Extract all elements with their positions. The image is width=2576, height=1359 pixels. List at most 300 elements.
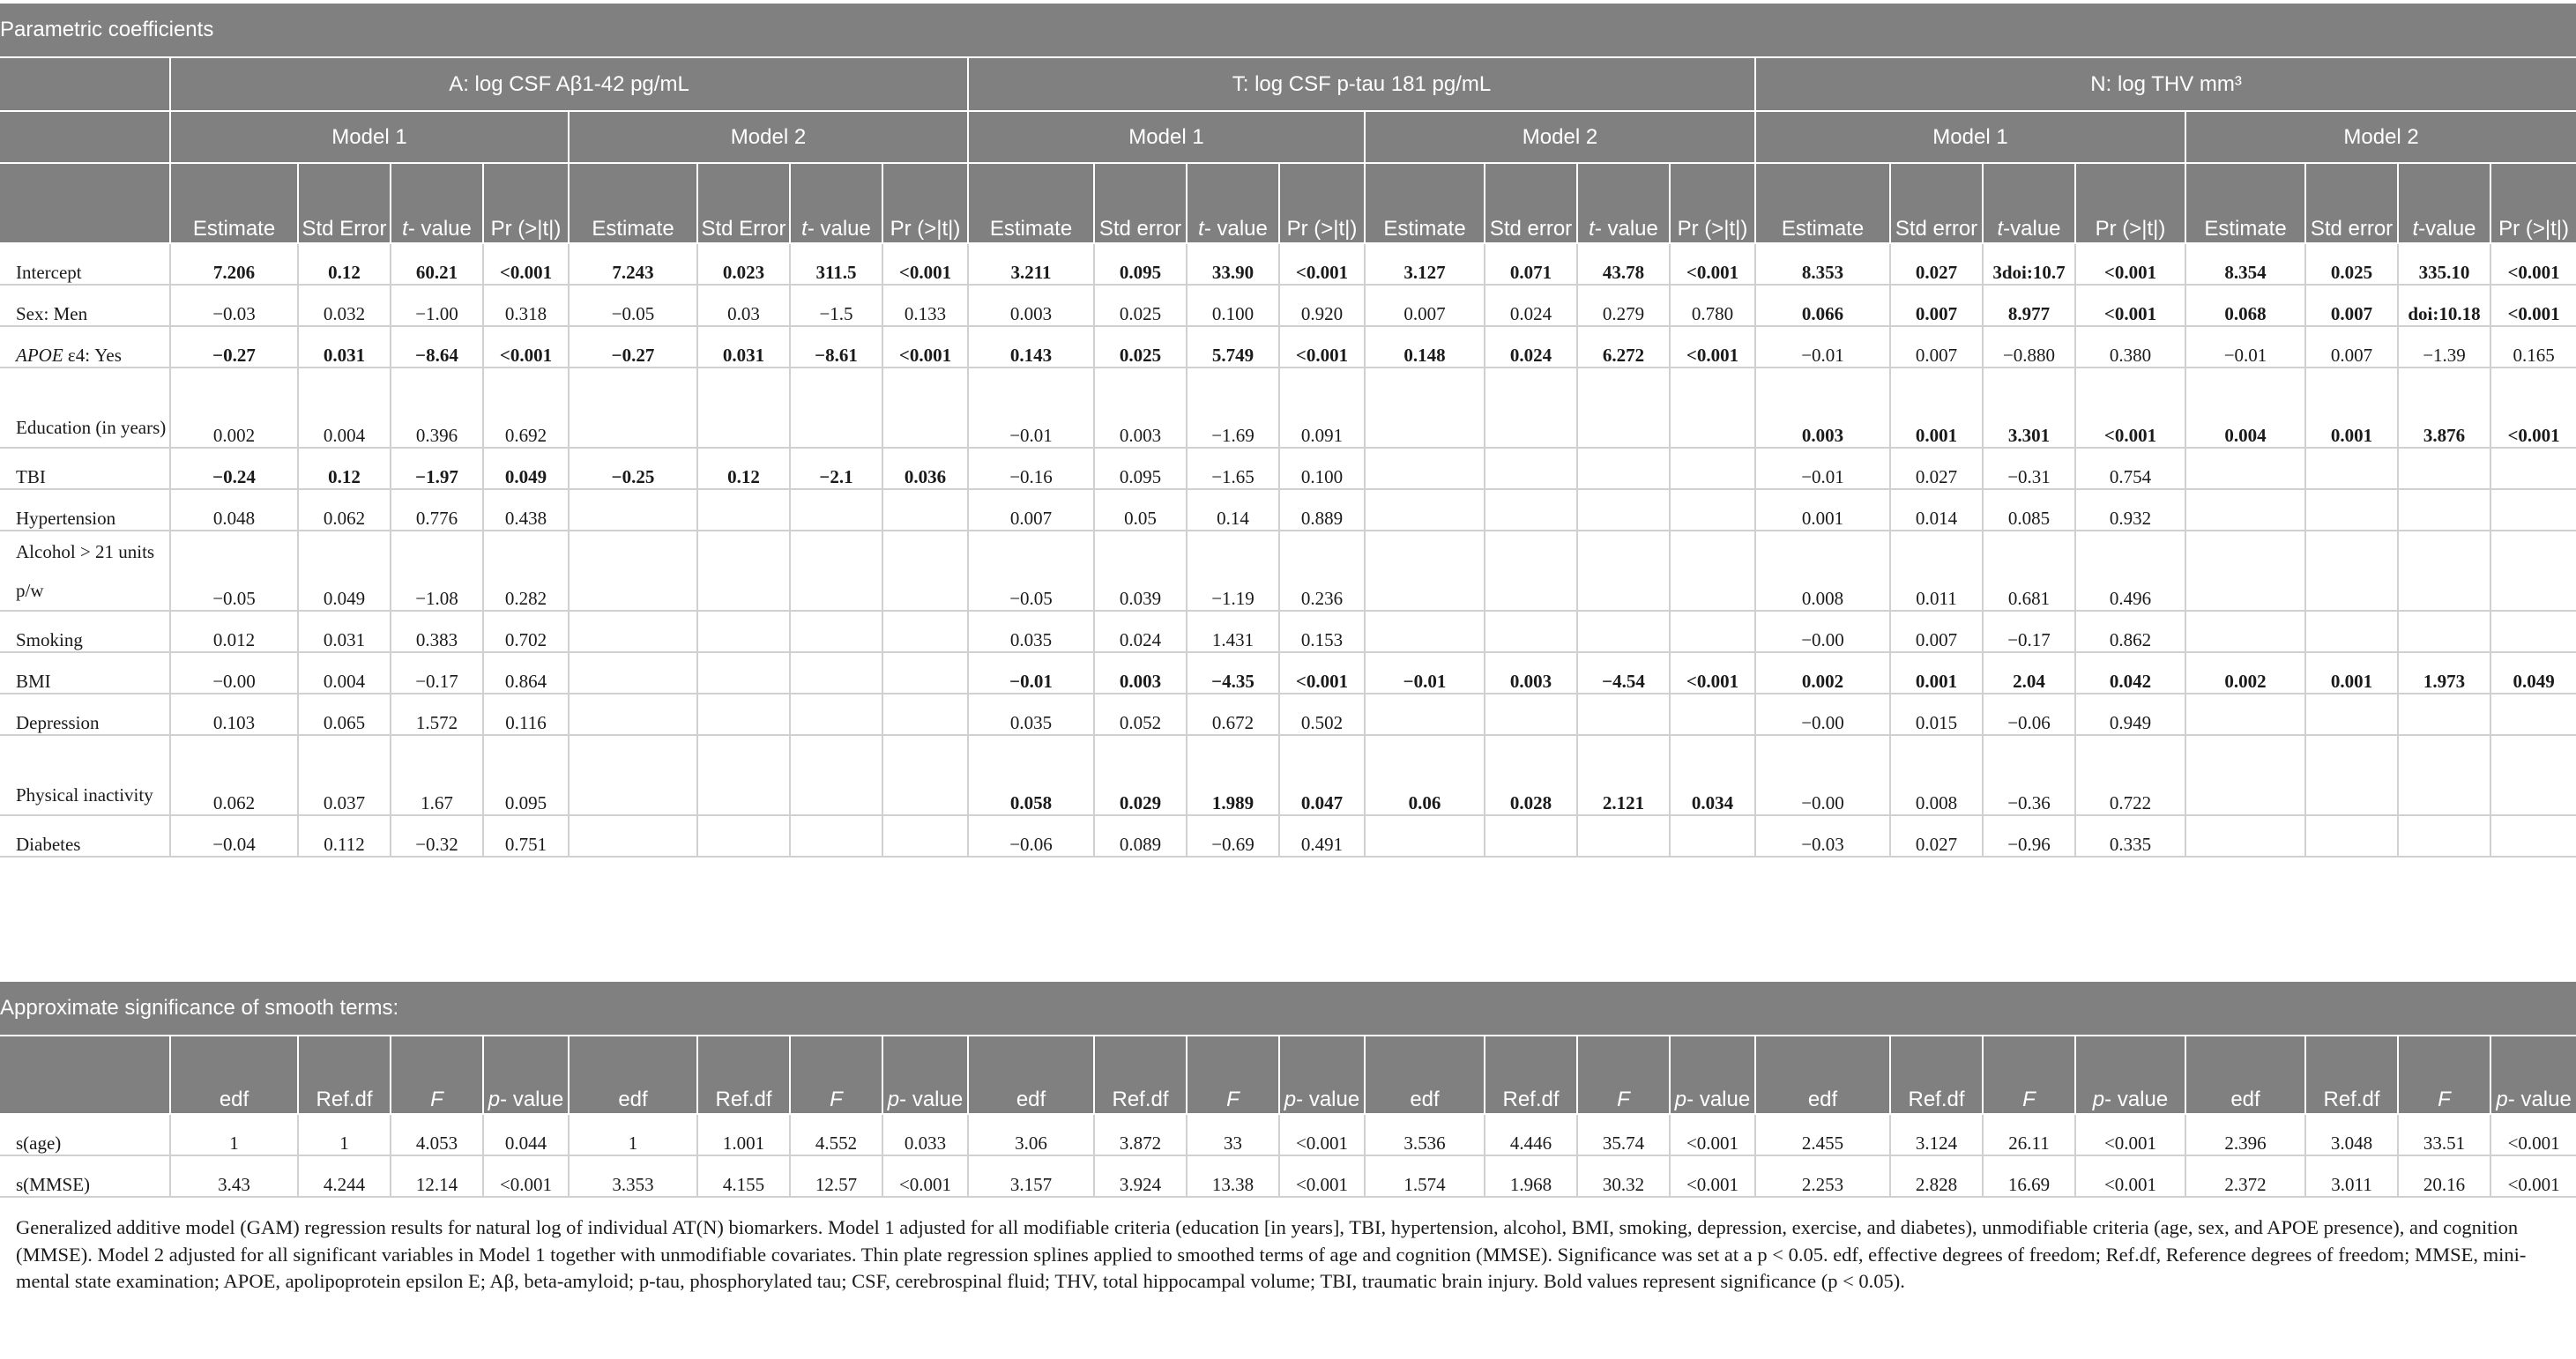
table-cell [882,368,968,448]
table-cell: 0.089 [1094,815,1187,857]
col-header-t-italic: t [1589,217,1595,241]
table-cell [1577,815,1670,857]
table-cell: 0.03 [697,285,790,326]
table-cell: 1 [569,1114,697,1155]
table-cell: −0.17 [391,652,483,694]
table-cell: 0.002 [1755,652,1890,694]
table-cell: <0.001 [2490,368,2576,448]
col-header-t-value [1187,163,1279,243]
table-cell: 0.14 [1187,489,1279,531]
table-cell: −0.32 [391,815,483,857]
col-header-estimate: Estimate [1365,163,1485,243]
col-header-edf: edf [968,1036,1094,1114]
model-header: Model 1 [1755,111,2185,163]
table-cell [697,694,790,735]
model-header: Model 1 [968,111,1365,163]
table-cell: −0.36 [1983,735,2075,815]
table-row [0,1114,2576,1155]
col-header-p-suffix: - value [2507,1088,2572,1111]
col-header-p-suffix: - value [1686,1088,1751,1111]
col-header-pr: Pr (>|t|) [483,163,569,243]
table-cell: 0.044 [483,1114,569,1155]
table-footnote: Generalized additive model (GAM) regression results for natural log of individual AT(N) biomarkers. Model 1 adjusted for all modifiable criteria (education [in years], TBI, hypertension, alcohol, BMI, smoking, depression, exercise, and diabetes), unmodifiable criteria (age, sex, and APOE presence), and cognition (MMSE). Model 2 adjusted for all significant variables in Model 1 together with unmodifiable covariates. Thin plate regression splines applied to smoothed terms of age and cognition (MMSE). Significance was set at a p < 0.05. edf, effective degrees of freedom; Ref.df, Reference degrees of freedom; MMSE, mini-mental state examination; APOE, apolipoprotein epsilon E; Aβ, beta-amyloid; p-tau, phosphorylated tau; CSF, cerebrospinal fluid; THV, total hippocampal volume; TBI, traumatic brain injury. Bold values represent significance (p < 0.05). [16,1216,2527,1292]
table-row [0,1155,2576,1197]
table-cell [1670,611,1755,652]
table-cell: 2.253 [1755,1155,1890,1197]
col-header-estimate: Estimate [1755,163,1890,243]
table-cell: 0.003 [968,285,1094,326]
row-label: Smoking [0,611,170,652]
table-cell: 26.11 [1983,1114,2075,1155]
column-header-row [0,163,2576,243]
table-cell [2185,611,2305,652]
table-cell: 0.282 [483,531,569,611]
col-header-p-value [2075,1036,2185,1114]
table-cell: 0.008 [1890,735,1983,815]
col-header-edf: edf [569,1036,697,1114]
table-cell: 0.025 [2305,243,2398,285]
table-cell [1485,489,1577,531]
table-cell [2398,489,2490,531]
table-cell: 33.90 [1187,243,1279,285]
table-row [0,489,2576,531]
table-cell [569,652,697,694]
table-cell: 0.015 [1890,694,1983,735]
table-cell: 6.272 [1577,326,1670,368]
table-cell [2185,694,2305,735]
table-cell: 0.103 [170,694,298,735]
row-label: Education (in years) [0,368,170,448]
col-header-t-value [790,163,882,243]
col-header-p-suffix: - value [2104,1088,2169,1111]
col-header-p-suffix: - value [1296,1088,1360,1111]
table-cell: <0.001 [1670,243,1755,285]
table-cell [1577,531,1670,611]
col-header-t-suffix: - value [1594,217,1658,241]
table-cell: −0.03 [170,285,298,326]
table-cell: 0.039 [1094,531,1187,611]
table-cell [2185,735,2305,815]
header-blank [0,1036,170,1114]
table-cell: 4.155 [697,1155,790,1197]
header-blank [0,111,170,163]
table-cell: 0.007 [1365,285,1485,326]
table-cell [1670,694,1755,735]
table-cell [790,531,882,611]
table-cell: 0.012 [170,611,298,652]
table-cell: 0.133 [882,285,968,326]
table-cell: 0.383 [391,611,483,652]
table-cell: doi:10.18 [2398,285,2490,326]
table-cell [697,611,790,652]
table-cell: <0.001 [882,1155,968,1197]
model-header: Model 1 [170,111,569,163]
row-label: Intercept [0,243,170,285]
table-cell [882,652,968,694]
col-header-edf: edf [1755,1036,1890,1114]
col-header-t-value [2398,163,2490,243]
col-header-t-italic: t [402,217,408,241]
table-cell: 60.21 [391,243,483,285]
col-header-p-italic: p [1284,1088,1297,1111]
table-cell: 3.011 [2305,1155,2398,1197]
table-cell: <0.001 [1670,1155,1755,1197]
table-cell: 0.047 [1279,735,1365,815]
table-cell: −0.31 [1983,448,2075,489]
table-cell: 3.353 [569,1155,697,1197]
table-cell [2490,694,2576,735]
table-cell: 0.12 [298,243,391,285]
table-cell: 0.780 [1670,285,1755,326]
table-cell: 3.924 [1094,1155,1187,1197]
row-label: BMI [0,652,170,694]
table-cell: 0.06 [1365,735,1485,815]
table-cell: 0.027 [1890,243,1983,285]
table-cell: 0.027 [1890,815,1983,857]
table-cell: 1.574 [1365,1155,1485,1197]
table-cell: 0.042 [2075,652,2185,694]
table-cell: <0.001 [1670,326,1755,368]
table-row [0,694,2576,735]
table-cell: 35.74 [1577,1114,1670,1155]
col-header-f: F [391,1036,483,1114]
table-cell: 0.003 [1094,652,1187,694]
table-cell: 0.003 [1755,368,1890,448]
col-header-edf: edf [1365,1036,1485,1114]
col-header-t-suffix: - value [407,217,472,241]
table-cell: −0.96 [1983,815,2075,857]
table-cell: 0.066 [1755,285,1890,326]
col-header-estimate: Estimate [2185,163,2305,243]
col-header-p-italic: p [2496,1088,2508,1111]
col-header-std-error: Std error [1094,163,1187,243]
col-header-p-value [1279,1036,1365,1114]
table-cell: <0.001 [2490,1114,2576,1155]
parametric-title: Parametric coefficients [0,4,2576,57]
table-cell [2305,448,2398,489]
table-cell: 0.068 [2185,285,2305,326]
table-cell [697,489,790,531]
table-cell: 0.031 [298,326,391,368]
table-cell [1365,368,1485,448]
table-cell [2490,735,2576,815]
table-cell: 1 [298,1114,391,1155]
table-cell [790,368,882,448]
table-cell [1485,694,1577,735]
table-cell: 0.496 [2075,531,2185,611]
smooth-title: Approximate significance of smooth terms: [0,982,2576,1036]
row-label-text: ε4: Yes [63,345,122,366]
table-cell: 0.071 [1485,243,1577,285]
table-cell: 0.438 [483,489,569,531]
col-header-p-italic: p [1674,1088,1687,1111]
table-cell: 0.776 [391,489,483,531]
table-cell [1670,489,1755,531]
table-cell: 0.091 [1279,368,1365,448]
table-cell: <0.001 [483,326,569,368]
col-header-t-suffix: -value [2003,217,2061,241]
table-cell: −1.97 [391,448,483,489]
table-cell: −0.01 [968,368,1094,448]
table-cell: −0.27 [170,326,298,368]
table-cell: 0.024 [1485,285,1577,326]
table-cell [1485,815,1577,857]
table-cell: 3.536 [1365,1114,1485,1155]
table-cell: 0.949 [2075,694,2185,735]
col-header-p-italic: p [887,1088,900,1111]
table-cell: 0.920 [1279,285,1365,326]
table-cell [2185,815,2305,857]
table-cell: <0.001 [2490,243,2576,285]
table-cell: <0.001 [2490,285,2576,326]
col-header-refdf: Ref.df [697,1036,790,1114]
table-cell: 13.38 [1187,1155,1279,1197]
table-cell [1365,611,1485,652]
row-label: s(MMSE) [0,1155,170,1197]
table-cell: 0.002 [170,368,298,448]
table-cell: 1.989 [1187,735,1279,815]
table-cell: 0.100 [1279,448,1365,489]
table-cell: −0.01 [2185,326,2305,368]
table-cell [882,735,968,815]
group-header-A: A: log CSF Aβ1-42 pg/mL [170,57,968,111]
table-cell: 16.69 [1983,1155,2075,1197]
table-cell [1485,611,1577,652]
table-cell: −0.04 [170,815,298,857]
table-cell: −0.69 [1187,815,1279,857]
table-cell: −0.880 [1983,326,2075,368]
col-header-p-suffix: - value [899,1088,964,1111]
table-cell: −0.17 [1983,611,2075,652]
table-cell: 3.06 [968,1114,1094,1155]
table-cell: 0.751 [483,815,569,857]
col-header-std-error: Std error [1890,163,1983,243]
table-cell: 0.033 [882,1114,968,1155]
table-cell: 8.354 [2185,243,2305,285]
col-header-t-value [1577,163,1670,243]
col-header-std-error: Std Error [298,163,391,243]
table-cell: 0.037 [298,735,391,815]
table-cell [697,368,790,448]
table-cell: 1.572 [391,694,483,735]
table-cell [2398,531,2490,611]
col-header-p-value [483,1036,569,1114]
col-header-refdf: Ref.df [1094,1036,1187,1114]
table-cell: −0.06 [968,815,1094,857]
col-header-estimate: Estimate [968,163,1094,243]
table-cell [882,611,968,652]
col-header-t-suffix: -value [2418,217,2476,241]
table-cell: 0.153 [1279,611,1365,652]
table-row [0,735,2576,815]
table-cell: 0.034 [1670,735,1755,815]
col-header-f: F [2398,1036,2490,1114]
table-cell [1670,531,1755,611]
table-cell [1670,815,1755,857]
smooth-terms-table [0,982,2576,1198]
table-cell [2398,694,2490,735]
table-cell [1485,448,1577,489]
table-cell: −0.05 [170,531,298,611]
table-cell: 0.002 [2185,652,2305,694]
table-cell: 0.007 [1890,326,1983,368]
table-cell: <0.001 [2075,285,2185,326]
col-header-t-suffix: - value [1203,217,1268,241]
table-cell: −1.69 [1187,368,1279,448]
table-row [0,815,2576,857]
table-cell: 0.001 [2305,368,2398,448]
col-header-pr: Pr (>|t|) [1279,163,1365,243]
table-cell: 3.872 [1094,1114,1187,1155]
table-cell [1577,611,1670,652]
table-cell: 1 [170,1114,298,1155]
table-cell [2490,531,2576,611]
table-cell: 2.828 [1890,1155,1983,1197]
row-label: s(age) [0,1114,170,1155]
table-cell: −0.05 [968,531,1094,611]
col-header-p-italic: p [488,1088,501,1111]
table-cell [2490,448,2576,489]
model-header-row [0,111,2576,163]
table-cell: −0.25 [569,448,697,489]
table-cell [790,735,882,815]
table-cell [2305,735,2398,815]
table-cell [2490,815,2576,857]
model-header: Model 2 [1365,111,1755,163]
table-cell [697,531,790,611]
table-cell: 3doi:10.7 [1983,243,2075,285]
table-cell: 0.143 [968,326,1094,368]
table-cell: 3.127 [1365,243,1485,285]
col-header-refdf: Ref.df [1485,1036,1577,1114]
table-cell: −0.16 [968,448,1094,489]
header-blank [0,57,170,111]
table-cell: −0.01 [968,652,1094,694]
col-header-f: F [1187,1036,1279,1114]
table-cell: <0.001 [882,243,968,285]
col-header-p-value [882,1036,968,1114]
row-label [0,326,170,368]
table-cell: −1.5 [790,285,882,326]
table-cell [569,815,697,857]
table-cell [1485,368,1577,448]
table-cell: 0.702 [483,611,569,652]
table-cell [569,694,697,735]
table-cell: 0.029 [1094,735,1187,815]
table-cell: 0.165 [2490,326,2576,368]
col-header-edf: edf [2185,1036,2305,1114]
table-cell [569,735,697,815]
table-cell: 20.16 [2398,1155,2490,1197]
table-cell: 0.05 [1094,489,1187,531]
table-cell: −0.24 [170,448,298,489]
row-label: Sex: Men [0,285,170,326]
col-header-pr: Pr (>|t|) [2075,163,2185,243]
table-cell: <0.001 [882,326,968,368]
table-cell: 0.008 [1755,531,1890,611]
row-label: Diabetes [0,815,170,857]
table-cell: 12.14 [391,1155,483,1197]
table-cell: <0.001 [1279,243,1365,285]
col-header-edf: edf [170,1036,298,1114]
table-gap [0,964,2550,982]
table-cell: 4.244 [298,1155,391,1197]
table-cell: 0.024 [1485,326,1577,368]
table-cell: <0.001 [483,1155,569,1197]
table-cell [1365,694,1485,735]
table-cell: 43.78 [1577,243,1670,285]
table-cell: 33 [1187,1114,1279,1155]
table-cell [2305,489,2398,531]
table-cell [882,489,968,531]
table-cell: 1.973 [2398,652,2490,694]
table-cell: 3.876 [2398,368,2490,448]
col-header-estimate: Estimate [170,163,298,243]
table-cell: 0.001 [2305,652,2398,694]
table-cell: 0.932 [2075,489,2185,531]
table-cell [2490,611,2576,652]
table-cell [1577,368,1670,448]
table-cell: −0.00 [1755,611,1890,652]
table-cell [2185,448,2305,489]
col-header-f: F [1983,1036,2075,1114]
table-cell [790,694,882,735]
table-cell: 0.003 [1094,368,1187,448]
row-label: TBI [0,448,170,489]
row-label: Physical inactivity [0,735,170,815]
col-header-t-italic: t [1198,217,1204,241]
table-cell [2185,489,2305,531]
table-cell: 1.968 [1485,1155,1577,1197]
col-header-p-italic: p [2092,1088,2105,1111]
table-cell: <0.001 [2075,1155,2185,1197]
table-row [0,326,2576,368]
table-cell: 0.396 [391,368,483,448]
table-cell: 0.12 [697,448,790,489]
table-cell [790,611,882,652]
table-cell: 8.353 [1755,243,1890,285]
table-cell: 0.011 [1890,531,1983,611]
table-cell: 0.100 [1187,285,1279,326]
table-cell: 2.372 [2185,1155,2305,1197]
col-header-p-suffix: - value [500,1088,564,1111]
table-cell [697,652,790,694]
table-cell: −0.06 [1983,694,2075,735]
table-cell: 0.062 [298,489,391,531]
table-cell: −8.61 [790,326,882,368]
table-cell: 0.001 [1890,368,1983,448]
table-cell: 0.062 [170,735,298,815]
table-cell [569,368,697,448]
table-cell [2398,448,2490,489]
table-cell [569,489,697,531]
table-cell: 0.681 [1983,531,2075,611]
table-cell: 1.67 [391,735,483,815]
table-cell: <0.001 [1279,1155,1365,1197]
smooth-header-row [0,1036,2576,1114]
table-cell [2305,815,2398,857]
table-cell [2305,531,2398,611]
table-cell: 3.048 [2305,1114,2398,1155]
table-cell [2398,815,2490,857]
table-cell: <0.001 [483,243,569,285]
table-cell: 0.007 [2305,285,2398,326]
table-cell: 335.10 [2398,243,2490,285]
table-cell [1670,448,1755,489]
row-label: Depression [0,694,170,735]
table-cell: 2.396 [2185,1114,2305,1155]
table-cell: 0.864 [483,652,569,694]
